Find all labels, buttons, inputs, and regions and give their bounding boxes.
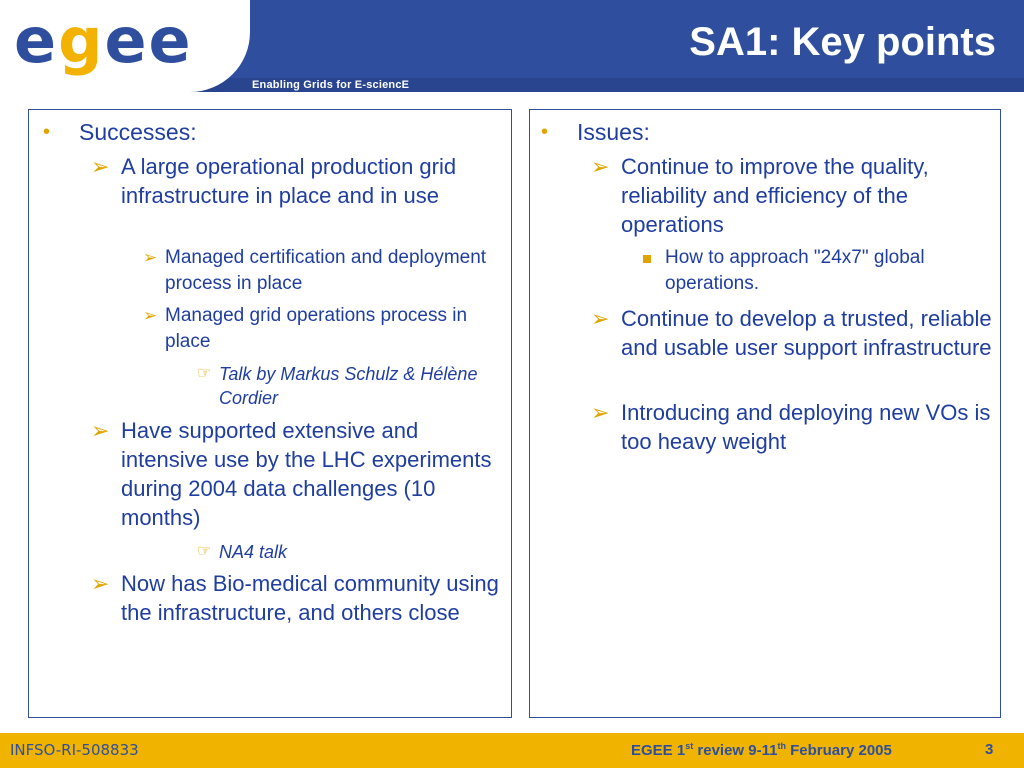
list-item-text: Continue to develop a trusted, reliable and usable user support infrastructure — [621, 306, 992, 360]
list-item — [591, 398, 996, 456]
list-item-text: Have supported extensive and intensive use by the LHC experiments during 2004 data challenges (10 months) — [121, 418, 492, 530]
successes-panel — [28, 109, 512, 718]
arrow-bullet-icon: ➢ — [591, 400, 610, 425]
slide-title: SA1: Key points — [689, 20, 996, 64]
list-item — [591, 152, 991, 239]
review-label: EGEE 1st review 9-11th February 2005 — [631, 741, 892, 759]
square-bullet-icon — [643, 245, 651, 271]
pointing-hand-icon: ☞ — [197, 365, 212, 382]
list-item — [143, 245, 505, 297]
dot-bullet-icon: • — [43, 121, 51, 143]
list-item — [591, 304, 996, 362]
arrow-bullet-icon: ➢ — [591, 306, 610, 331]
successes-heading: Successes: — [79, 119, 197, 145]
page-number: 3 — [985, 741, 994, 758]
logo-area — [0, 0, 250, 92]
dot-bullet-icon: • — [541, 121, 549, 143]
list-item-text: A large operational production grid infrastructure in place and in use — [121, 154, 457, 208]
list-item-text: Now has Bio-medical community using the infrastructure, and others close — [121, 571, 499, 625]
arrow-bullet-icon: ➢ — [143, 248, 158, 267]
header-bar — [0, 0, 1024, 92]
arrow-bullet-icon: ➢ — [91, 154, 110, 179]
arrow-bullet-icon: ➢ — [91, 418, 110, 443]
list-item-text: NA4 talk — [219, 542, 288, 562]
list-item-text: Talk by Markus Schulz & Hélène Cordier — [219, 364, 478, 408]
list-item — [643, 245, 943, 297]
issues-heading-item — [541, 118, 991, 147]
list-item — [197, 362, 497, 410]
successes-heading-item — [43, 118, 503, 147]
list-item-text: Managed certification and deployment process in place — [165, 247, 487, 294]
issues-panel — [529, 109, 1001, 718]
list-item — [91, 416, 501, 532]
arrow-bullet-icon: ➢ — [91, 571, 110, 596]
list-item — [91, 569, 503, 627]
list-item-text: How to approach "24x7" global operations. — [665, 247, 925, 294]
logo-letter-e: e — [14, 4, 59, 77]
logo-letter-g: g — [58, 4, 105, 77]
tagline: Enabling Grids for E-sciencE — [252, 79, 410, 91]
list-item-text: Introducing and deploying new VOs is too heavy weight — [621, 400, 991, 454]
list-item — [197, 540, 497, 564]
logo-letters-ee: ee — [104, 4, 193, 77]
issues-heading: Issues: — [577, 119, 650, 145]
list-item-text: Continue to improve the quality, reliability and efficiency of the operations — [621, 154, 929, 237]
arrow-bullet-icon: ➢ — [591, 154, 610, 179]
arrow-bullet-icon: ➢ — [143, 306, 158, 325]
list-item-text: Managed grid operations process in place — [165, 305, 468, 352]
list-item — [143, 303, 505, 355]
egee-logo — [14, 6, 193, 76]
list-item — [91, 152, 496, 210]
footer-bar — [0, 733, 1024, 768]
project-id: INFSO-RI-508833 — [10, 741, 139, 759]
pointing-hand-icon: ☞ — [197, 543, 212, 560]
